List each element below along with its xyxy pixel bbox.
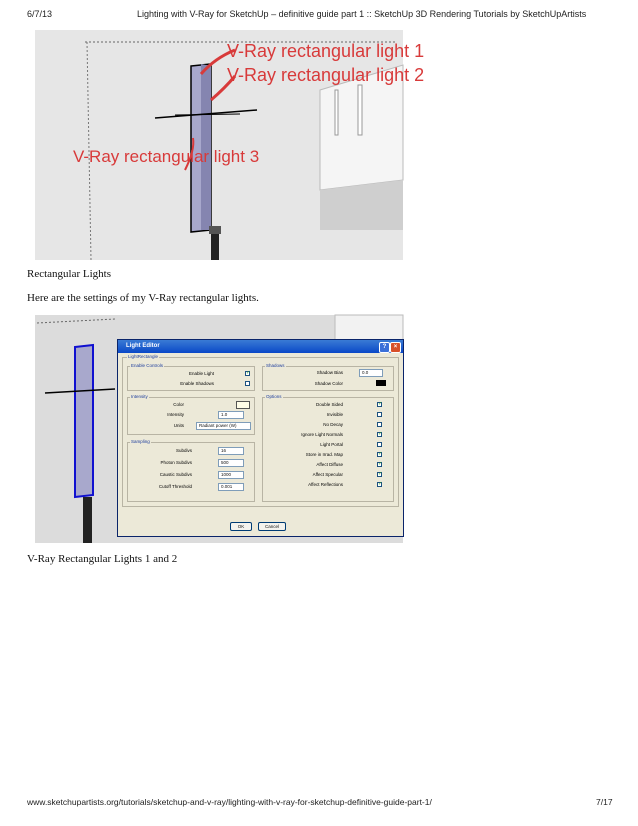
affect-diffuse-checkbox[interactable]: ✓ <box>378 461 383 467</box>
double-sided-label: Double Sided <box>315 402 343 407</box>
annotation-light-3: V-Ray rectangular light 3 <box>73 147 260 166</box>
no-decay-label: No Decay <box>323 422 343 427</box>
page-title: Lighting with V-Ray for SketchUp – definitive guide part 1 :: SketchUp 3D Rendering Tutorials by SketchUpArtists <box>137 9 587 19</box>
light-portal-checkbox[interactable] <box>377 442 382 447</box>
caustic-subdivs-input[interactable]: 1000 <box>218 471 244 479</box>
shadow-bias-input[interactable]: 0.0 <box>359 369 383 377</box>
annotation-light-1: V-Ray rectangular light 1 <box>227 41 425 61</box>
caustic-subdivs-label: Caustic Subdivs <box>159 472 192 477</box>
color-label: Color <box>173 402 184 407</box>
light-editor-dialog <box>117 339 404 537</box>
units-label: Units <box>173 423 184 428</box>
options-group <box>262 394 394 502</box>
subdivs-input[interactable]: 16 <box>218 447 244 455</box>
light-rectangle-group <box>122 354 399 507</box>
dialog-title: Light Editor <box>118 340 403 353</box>
light-editor-screenshot <box>35 315 403 543</box>
shadow-bias-label: Shadow Bias <box>316 370 343 375</box>
shadows-group <box>262 363 394 391</box>
enable-shadows-label: Enable Shadows <box>180 381 214 386</box>
shadow-color-label: Shadow Color <box>314 381 343 386</box>
affect-reflections-label: Affect Reflections <box>308 482 343 487</box>
cutoff-threshold-label: Cutoff Threshold <box>158 484 192 489</box>
enable-controls-group <box>127 363 255 391</box>
store-irrad-label: Store in Irrad. Map <box>305 452 343 457</box>
shadow-color-swatch[interactable] <box>376 380 386 386</box>
light-portal-label: Light Portal <box>320 442 343 447</box>
intensity-input[interactable]: 1.0 <box>218 411 244 419</box>
ignore-normals-label: Ignore Light Normals <box>301 432 343 437</box>
rectangular-lights-screenshot <box>35 30 425 260</box>
help-icon[interactable]: ? <box>379 342 390 353</box>
options-label: Options <box>266 394 282 399</box>
invisible-checkbox[interactable] <box>377 412 382 417</box>
enable-shadows-checkbox[interactable] <box>245 381 250 386</box>
footer-url: www.sketchupartists.org/tutorials/sketchup-and-v-ray/lighting-with-v-ray-for-sketchup-definitive-guide-part-1/ <box>27 797 432 807</box>
affect-specular-checkbox[interactable]: ✓ <box>378 471 383 477</box>
close-icon[interactable]: × <box>390 342 401 353</box>
print-date: 6/7/13 <box>27 9 53 19</box>
intensity-field-label: Intensity <box>167 412 184 417</box>
ok-button[interactable]: OK <box>230 522 252 531</box>
enable-light-label: Enable Light <box>188 371 214 376</box>
annotation-light-2: V-Ray rectangular light 2 <box>227 65 425 85</box>
group-label: LightRectangle <box>128 354 159 359</box>
sampling-label: Sampling <box>131 439 150 444</box>
caption-rectangular-lights-1-2: V-Ray Rectangular Lights 1 and 2 <box>27 553 178 565</box>
body-paragraph: Here are the settings of my V-Ray rectangular lights. <box>27 292 259 304</box>
intensity-group <box>127 394 255 435</box>
sampling-group <box>127 439 255 502</box>
affect-diffuse-label: Affect Diffuse <box>316 462 343 467</box>
photon-subdivs-input[interactable]: 500 <box>218 459 244 467</box>
store-irrad-checkbox[interactable]: ✓ <box>378 451 383 457</box>
color-swatch[interactable] <box>236 401 250 409</box>
no-decay-checkbox[interactable] <box>377 422 382 427</box>
cancel-button[interactable]: Cancel <box>258 522 286 531</box>
page-number: 7/17 <box>596 797 613 807</box>
shadows-label: Shadows <box>266 363 285 368</box>
enable-light-checkbox[interactable]: ✓ <box>246 370 251 376</box>
subdivs-label: Subdivs <box>175 448 192 453</box>
photon-subdivs-label: Photon Subdivs <box>160 460 192 465</box>
affect-reflections-checkbox[interactable]: ✓ <box>378 481 383 487</box>
intensity-label: Intensity <box>131 394 148 399</box>
caption-rectangular-lights: Rectangular Lights <box>27 268 112 280</box>
invisible-label: Invisible <box>326 412 343 417</box>
units-select[interactable]: Radiant power (W) <box>196 422 251 430</box>
ignore-normals-checkbox[interactable]: ✓ <box>378 431 383 437</box>
affect-specular-label: Affect Specular <box>312 472 343 477</box>
enable-controls-label: Enable Controls <box>131 363 164 368</box>
cutoff-threshold-input[interactable]: 0.001 <box>218 483 244 491</box>
double-sided-checkbox[interactable]: ✓ <box>378 401 383 407</box>
